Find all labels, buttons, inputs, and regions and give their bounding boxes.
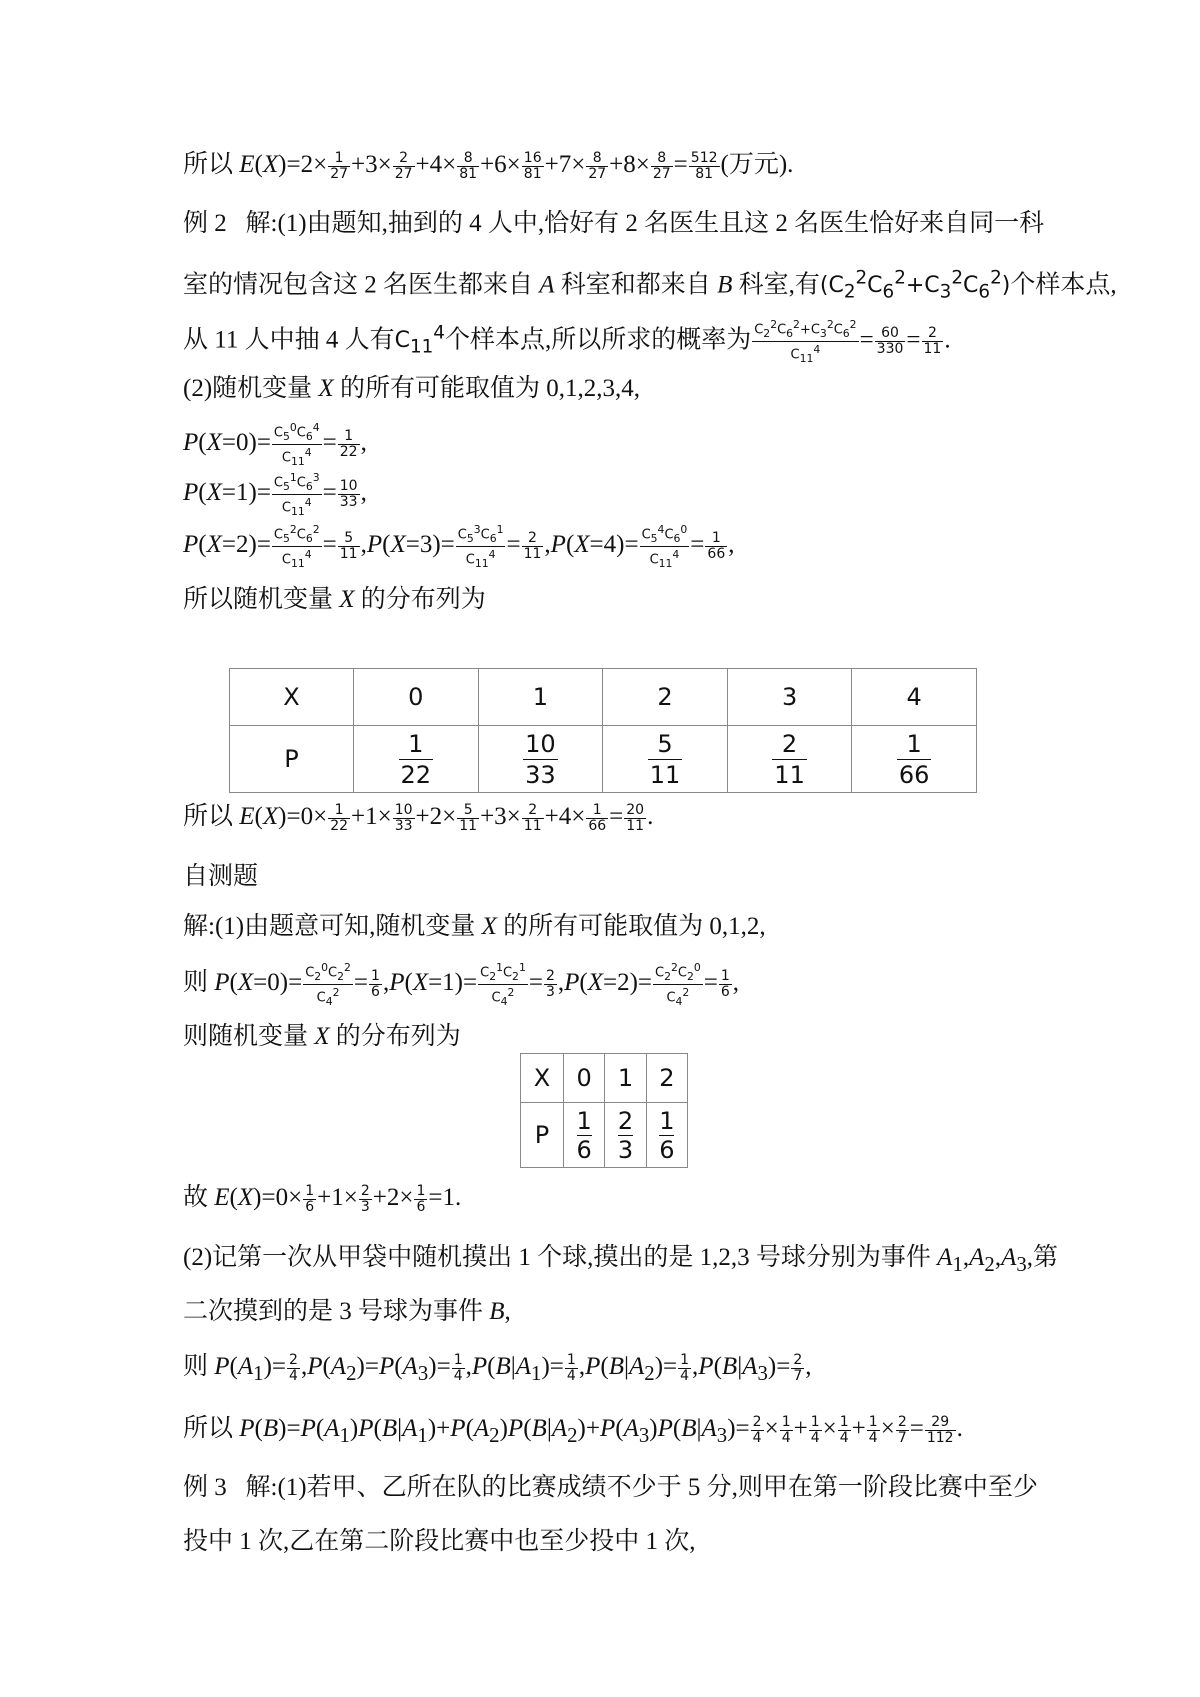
table-cell: $\frac{2}{3}$ [605, 1103, 646, 1168]
table-header-cell: 2 [646, 1054, 687, 1103]
text: 解:(1)由题意可知,随机变量 [183, 913, 476, 940]
text: 室的情况包含这 2 名医生都来自 [183, 271, 534, 299]
example3-text-1: 解:(1)若甲、乙所在队的比赛成绩不少于 5 分,则甲在第一阶段比赛中至少 [245, 1474, 1038, 1501]
part2-selftest-line-2: 二次摸到的是 3 号球为事件 B, [183, 1298, 511, 1325]
table-header-cell: 0 [564, 1054, 605, 1103]
table-header-cell: 3 [727, 669, 852, 726]
text-prefix: 所以 [183, 151, 234, 178]
table-cell: $\frac{2}{11}$ [727, 726, 852, 793]
text: 的分布列为 [335, 1023, 461, 1050]
selftest-dist-intro: 则随机变量 X 的分布列为 [183, 1023, 461, 1050]
text: 所以随机变量 [183, 586, 334, 613]
text: 则 [183, 1353, 209, 1380]
px2-line: P(X=2)= $\frac{C_5^2C_6^2}{C_{11}^4}$ = $\frac{5}{11}$ ,P(X=3)= $\frac{C_5^3C_6^1}{C_{11}^4}$ = $\frac{2}{11}$ ,P(X=4)= $\frac{C_5^4C_6^0}{C_{11}^4}$ = $\frac{1}{66}$ , [183, 523, 735, 570]
text: 科室,有 [738, 271, 820, 299]
selftest-expectation: 故 E(X)=0× $\frac{1}{6}$ +1× $\frac{2}{3}$ +2× $\frac{1}{6}$ =1. [183, 1182, 462, 1215]
expectation-line-2: 所以 E(X)=0× $\frac{1}{22}$ +1× $\frac{10}{33}$ +2× $\frac{5}{11}$ +3× $\frac{2}{11}$ +4× $\frac{1}{66}$ = $\frac{20}{11}$ . [183, 801, 654, 834]
example3-line-1 [183, 1468, 1038, 1508]
selftest-line-1: 解:(1)由题意可知,随机变量 X 的所有可能取值为 0,1,2, [183, 913, 766, 940]
text: ,第 [1026, 1244, 1059, 1271]
example2-line-2: 室的情况包含这 2 名医生都来自 A 科室和都来自 B 科室,有$(C_2^2C_6^2+C_3^2C_6^2)$个样本点, [183, 268, 1117, 303]
example2-label: 例 2 [183, 210, 227, 237]
table-header-cell: 2 [603, 669, 728, 726]
text: 的分布列为 [360, 586, 486, 613]
text: 科室和都来自 [560, 271, 711, 299]
example2-line-3: 从 11 人中抽 4 人有$C_{11}^4$个样本点,所以所求的概率为 $\frac{C_2^2C_6^2+C_3^2C_6^2}{C_{11}^4}$ = $\frac{60}{330}$ = $\frac{2}{11}$ . [183, 318, 951, 366]
table-cell: $\frac{1}{6}$ [564, 1103, 605, 1168]
total-probability: 所以 $P(B)=P(A_1)P(B|A_1)+P(A_2)P(B|A_2)+P(A_3)P(B|A_3)=$ $\frac{2}{4}$ × $\frac{1}{4}$ + $\frac{1}{4}$ × $\frac{1}{4}$ + $\frac{1}{4}$ × $\frac{2}{7}$ = $\frac{29}{112}$ . [183, 1413, 963, 1447]
table-cell: $\frac{1}{6}$ [646, 1103, 687, 1168]
conditional-probabilities: 则 $P(A_1)=$ $\frac{2}{4}$ $,P(A_2)=P(A_3)=$ $\frac{1}{4}$ $,P(B|A_1)=$ $\frac{1}{4}$ $,P(B|A_2)=$ $\frac{1}{4}$ $,P(B|A_3)=$ $\frac{2}{7}$ , [183, 1351, 812, 1385]
table-cell: $\frac{1}{22}$ [354, 726, 479, 793]
example3-line-2 [183, 1522, 696, 1562]
distribution-table-2 [520, 1053, 688, 1168]
px0-line: P(X=0)= $\frac{C_5^0C_6^4}{C_{11}^4}$ = $\frac{1}{22}$ , [183, 421, 367, 468]
table-row-label: P [521, 1103, 564, 1168]
table-header-cell: 1 [478, 669, 603, 726]
table-cell: $\frac{10}{33}$ [478, 726, 603, 793]
selftest-probabilities: 则 P(X=0)= $\frac{C_2^0C_2^2}{C_4^2}$ = $\frac{1}{6}$ ,P(X=1)= $\frac{C_2^1C_2^1}{C_4^2}$ = $\frac{2}{3}$ ,P(X=2)= $\frac{C_2^2C_2^0}{C_4^2}$ = $\frac{1}{6}$ , [183, 961, 740, 1008]
selftest-heading [183, 857, 258, 897]
text: (2)记第一次从甲袋中随机摸出 1 个球,摸出的是 1,2,3 号球分别为事件 [183, 1244, 931, 1271]
text: 二次摸到的是 3 号球为事件 [183, 1298, 484, 1325]
table-header-cell: X [230, 669, 354, 726]
text: 故 [183, 1184, 209, 1211]
unit-text: (万元). [720, 151, 794, 178]
text: 个样本点,所以所求的概率为 [444, 326, 752, 354]
example2-text-1: 解:(1)由题知,抽到的 4 人中,恰好有 2 名医生且这 2 名医生恰好来自同一科 [245, 210, 1045, 237]
text: 的所有可能取值为 0,1,2, [503, 913, 766, 940]
text: 的所有可能取值为 0,1,2,3,4, [339, 375, 640, 402]
table-cell: $\frac{5}{11}$ [603, 726, 728, 793]
table-header-cell: X [521, 1054, 564, 1103]
expectation-line-1: 所以 E(X)=2× $\frac{1}{27}$ +3× $\frac{2}{27}$ +4× $\frac{8}{81}$ +6× $\frac{16}{81}$ +7× $\frac{8}{27}$ +8× $\frac{8}{27}$ = $\frac{512}{81}$ (万元). [183, 149, 794, 182]
table-header-cell: 4 [852, 669, 977, 726]
text: (2)随机变量 [183, 375, 313, 402]
part2-selftest-line-1: (2)记第一次从甲袋中随机摸出 1 个球,摸出的是 1,2,3 号球分别为事件 $A_1,A_2,A_3$,第 [183, 1244, 1059, 1276]
text: 所以 [183, 1415, 234, 1442]
table-header-cell: 1 [605, 1054, 646, 1103]
px1-line: P(X=1)= $\frac{C_5^1C_6^3}{C_{11}^4}$ = $\frac{10}{33}$ , [183, 471, 367, 518]
table-header-cell: 0 [354, 669, 479, 726]
text: 则 [183, 969, 209, 997]
dist-intro-line: 所以随机变量 X 的分布列为 [183, 586, 486, 613]
table-row-label: P [230, 726, 354, 793]
example2-line-1 [183, 204, 1044, 244]
text: 则随机变量 [183, 1023, 309, 1050]
example3-text-2: 投中 1 次,乙在第二阶段比赛中也至少投中 1 次, [183, 1528, 696, 1555]
example3-label: 例 3 [183, 1474, 227, 1501]
distribution-table-1 [229, 668, 977, 793]
part2-line: (2)随机变量 X 的所有可能取值为 0,1,2,3,4, [183, 375, 640, 402]
text: 自测题 [183, 863, 259, 890]
text: 从 11 人中抽 4 人有 [183, 326, 395, 354]
table-cell: $\frac{1}{66}$ [852, 726, 977, 793]
